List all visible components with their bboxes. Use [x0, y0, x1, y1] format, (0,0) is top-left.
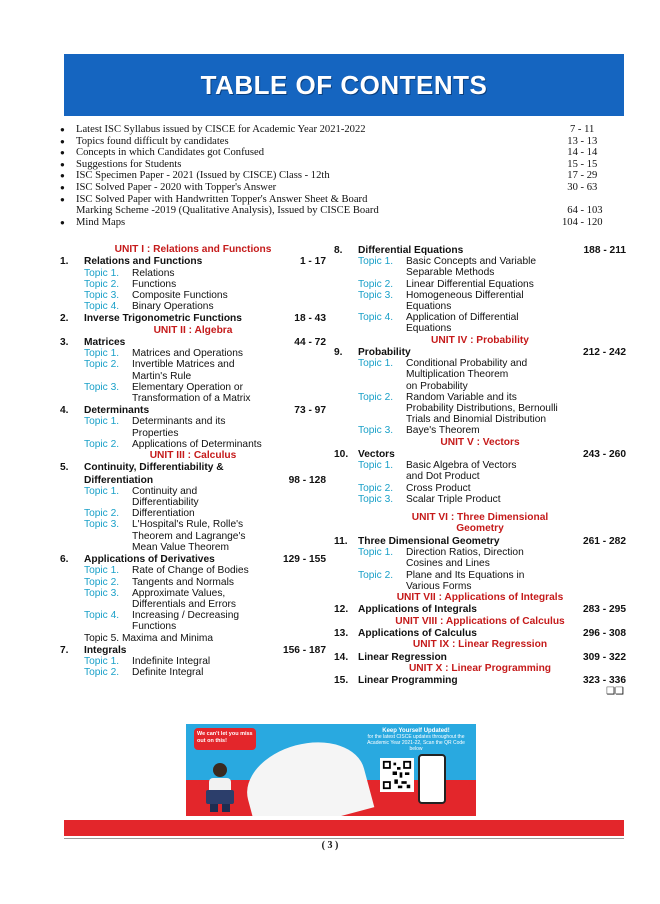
intro-item[interactable]: ● Suggestions for Students 15 - 15 — [60, 158, 598, 170]
footer-divider — [64, 838, 624, 839]
chapter-entry[interactable]: 8. Differential Equations 188 - 211 — [334, 245, 626, 256]
intro-item[interactable]: ● ISC Solved Paper - 2020 with Topper's Answer 30 - 63 — [60, 181, 598, 193]
promo-paper-shape — [238, 730, 375, 816]
intro-item[interactable]: ● Topics found difficult by candidates 13 - 13 — [60, 135, 598, 147]
topic-entry: Functions — [132, 621, 177, 633]
page-number: ( 3 ) — [321, 840, 339, 851]
topic-entry[interactable]: Topic 2. Random Variable and its — [358, 391, 517, 403]
topic-entry: on Probability — [406, 380, 468, 392]
unit-heading: UNIT VI : Three Dimensional — [411, 512, 549, 524]
topic-entry: Equations — [406, 323, 452, 335]
topic-entry: and Dot Product — [406, 471, 480, 483]
topic-entry[interactable]: Topic 2. Plane and Its Equations in — [358, 569, 525, 581]
qr-code-icon[interactable] — [380, 758, 414, 792]
bullet-icon: ● — [60, 182, 65, 192]
chapter-entry[interactable]: 14. Linear Regression 309 - 322 — [334, 651, 626, 663]
intro-item[interactable]: ● Mind Maps 104 - 120 — [60, 216, 603, 228]
unit-heading: UNIT VII : Applications of Integrals — [396, 591, 564, 603]
bullet-icon: ● — [60, 136, 65, 146]
topic-entry: Properties — [132, 427, 179, 439]
student-illustration-icon — [200, 760, 240, 812]
topic-entry[interactable]: Topic 2. Invertible Matrices and — [84, 359, 235, 371]
chapter-entry[interactable]: 6. Applications of Derivatives 129 - 155 — [60, 554, 326, 566]
topic-entry: Cosines and Lines — [406, 558, 490, 570]
bullet-icon: ● — [60, 194, 65, 204]
topic-entry[interactable]: Topic 1. Conditional Probability and — [358, 358, 528, 370]
topic-entry[interactable]: Topic 2. Tangents and Normals — [84, 576, 234, 588]
topic-entry[interactable]: Topic 1. Direction Ratios, Direction — [358, 547, 524, 559]
topic-entry: Differentiability — [132, 497, 199, 509]
page-title: TABLE OF CONTENTS — [200, 69, 488, 100]
topic-entry[interactable]: Topic 2. Applications of Determinants — [84, 438, 262, 450]
chapter-entry[interactable]: 1. Relations and Functions 1 - 17 — [60, 256, 326, 268]
promo-text: Keep Yourself Updated! for the latest CISCE updates throughout the Academic Year 2021-22, Scan the QR Code below — [367, 728, 465, 752]
topic-entry: Differentials and Errors — [132, 598, 236, 610]
chapter-entry[interactable]: 10. Vectors 243 - 260 — [334, 449, 626, 461]
topic-entry[interactable]: Topic 1. Relations — [84, 267, 175, 279]
intro-item[interactable]: ● ISC Solved Paper with Handwritten Topper's Answer Sheet & Board — [60, 193, 368, 205]
topic-entry[interactable]: Topic 1. Basic Concepts and Variable — [358, 256, 537, 268]
topic-entry[interactable]: Topic 4. Binary Operations — [84, 301, 214, 313]
topic-entry: Multiplication Theorem — [406, 369, 509, 381]
topic-entry: Theorem and Lagrange's — [132, 530, 246, 542]
topic-entry[interactable]: Topic 1. Determinants and its — [84, 416, 226, 428]
chapter-entry[interactable]: 13. Applications of Calculus 296 - 308 — [334, 627, 626, 639]
intro-item[interactable]: Marking Scheme -2019 (Qualitative Analysis), Issued by CISCE Board 64 - 103 — [76, 205, 603, 217]
unit-heading: UNIT V : Vectors — [440, 436, 520, 448]
unit-heading: UNIT III : Calculus — [149, 450, 237, 462]
end-mark-icon: ❑❑ — [606, 686, 624, 698]
intro-list — [60, 124, 626, 228]
topic-entry[interactable]: Topic 1. Continuity and — [84, 485, 198, 497]
chapter-entry[interactable]: 4. Determinants 73 - 97 — [60, 405, 326, 417]
bullet-icon: ● — [60, 125, 65, 134]
topic-entry: Various Forms — [406, 580, 472, 592]
topic-entry[interactable]: Topic 4. Increasing / Decreasing — [84, 610, 240, 622]
bullet-icon: ● — [60, 148, 65, 158]
title-banner — [64, 54, 624, 116]
chapter-entry[interactable]: 3. Matrices 44 - 72 — [60, 337, 326, 349]
bullet-icon: ● — [60, 171, 65, 181]
topic-entry: Martin's Rule — [132, 370, 192, 382]
topic-entry[interactable]: Topic 2. Cross Product — [358, 482, 471, 494]
intro-item[interactable]: ● ISC Specimen Paper - 2021 (Issued by CISCE) Class - 12th 17 - 29 — [60, 170, 598, 182]
topic-entry[interactable]: Topic 3. Scalar Triple Product — [358, 493, 501, 505]
intro-item[interactable]: ● Latest ISC Syllabus issued by CISCE for Academic Year 2021-2022 7 - 11 — [60, 124, 595, 135]
topic-entry: Transformation of a Matrix — [132, 393, 251, 405]
chapter-entry[interactable]: 5. Continuity, Differentiability & — [60, 462, 224, 474]
topic-entry[interactable]: Topic 3. Composite Functions — [84, 290, 228, 302]
promo-speech-bubble: We can't let you miss out on this! — [194, 728, 256, 750]
unit-heading: UNIT IX : Linear Regression — [412, 639, 548, 651]
chapter-entry[interactable]: 9. Probability 212 - 242 — [334, 347, 626, 359]
promo-banner[interactable] — [186, 724, 476, 816]
unit-heading: UNIT II : Algebra — [153, 324, 233, 336]
chapter-entry[interactable]: 12. Applications of Integrals 283 - 295 — [334, 604, 626, 616]
topic-entry[interactable]: Topic 4. Application of Differential — [358, 312, 519, 324]
topic-entry[interactable]: Topic 1. Indefinite Integral — [84, 655, 211, 667]
topic-entry[interactable]: Topic 3. Homogeneous Differential — [358, 289, 524, 301]
topic-entry: Equations — [406, 301, 452, 313]
chapter-entry[interactable]: 7. Integrals 156 - 187 — [60, 644, 326, 656]
topic-entry: Separable Methods — [406, 267, 495, 279]
topic-entry[interactable]: Topic 1. Matrices and Operations — [84, 348, 243, 360]
intro-item[interactable]: ● Concepts in which Candidates got Confused 14 - 14 — [60, 147, 598, 159]
topic-entry[interactable]: Topic 2. Definite Integral — [84, 667, 204, 679]
topic-entry: Mean Value Theorem — [132, 541, 230, 553]
bullet-icon: ● — [60, 217, 65, 227]
topic-entry[interactable]: Topic 2. Functions — [84, 278, 177, 290]
bullet-icon: ● — [60, 159, 65, 169]
chapter-entry[interactable]: 11. Three Dimensional Geometry 261 - 282 — [334, 535, 626, 547]
toc-right-column — [334, 244, 626, 698]
chapter-entry[interactable]: 2. Inverse Trigonometric Functions 18 - 43 — [60, 313, 326, 325]
topic-entry[interactable]: Topic 3. Baye's Theorem — [358, 425, 480, 437]
footer-bar — [64, 820, 624, 836]
topic-entry[interactable]: Topic 3. Elementary Operation or — [84, 381, 243, 393]
unit-heading: Geometry — [456, 523, 504, 535]
chapter-entry[interactable]: 15. Linear Programming 323 - 336 — [334, 675, 626, 687]
topic-entry[interactable]: Topic 1. Basic Algebra of Vectors — [358, 460, 517, 472]
unit-heading: UNIT VIII : Applications of Calculus — [395, 615, 565, 627]
unit-heading: UNIT X : Linear Programming — [408, 662, 552, 674]
topic-entry[interactable]: Topic 3. Approximate Values, — [84, 587, 226, 599]
topic-entry[interactable]: Topic 2. Differentiation — [84, 508, 195, 520]
topic-entry: Trials and Binomial Distribution — [406, 414, 547, 426]
unit-heading: UNIT IV : Probability — [431, 334, 529, 346]
chapter-entry[interactable]: Differentiation 98 - 128 — [84, 474, 326, 486]
toc-left-column — [60, 244, 326, 678]
topic-entry[interactable]: Topic 5. Maxima and Minima — [84, 632, 214, 644]
topic-entry[interactable]: Topic 3. L'Hospital's Rule, Rolle's — [84, 519, 244, 531]
topic-entry: Probability Distributions, Bernoulli — [406, 403, 558, 415]
topic-entry[interactable]: Topic 2. Linear Differential Equations — [358, 278, 534, 290]
unit-heading: UNIT I : Relations and Functions — [114, 244, 272, 255]
phone-icon — [418, 754, 446, 804]
topic-entry[interactable]: Topic 1. Rate of Change of Bodies — [84, 565, 249, 577]
